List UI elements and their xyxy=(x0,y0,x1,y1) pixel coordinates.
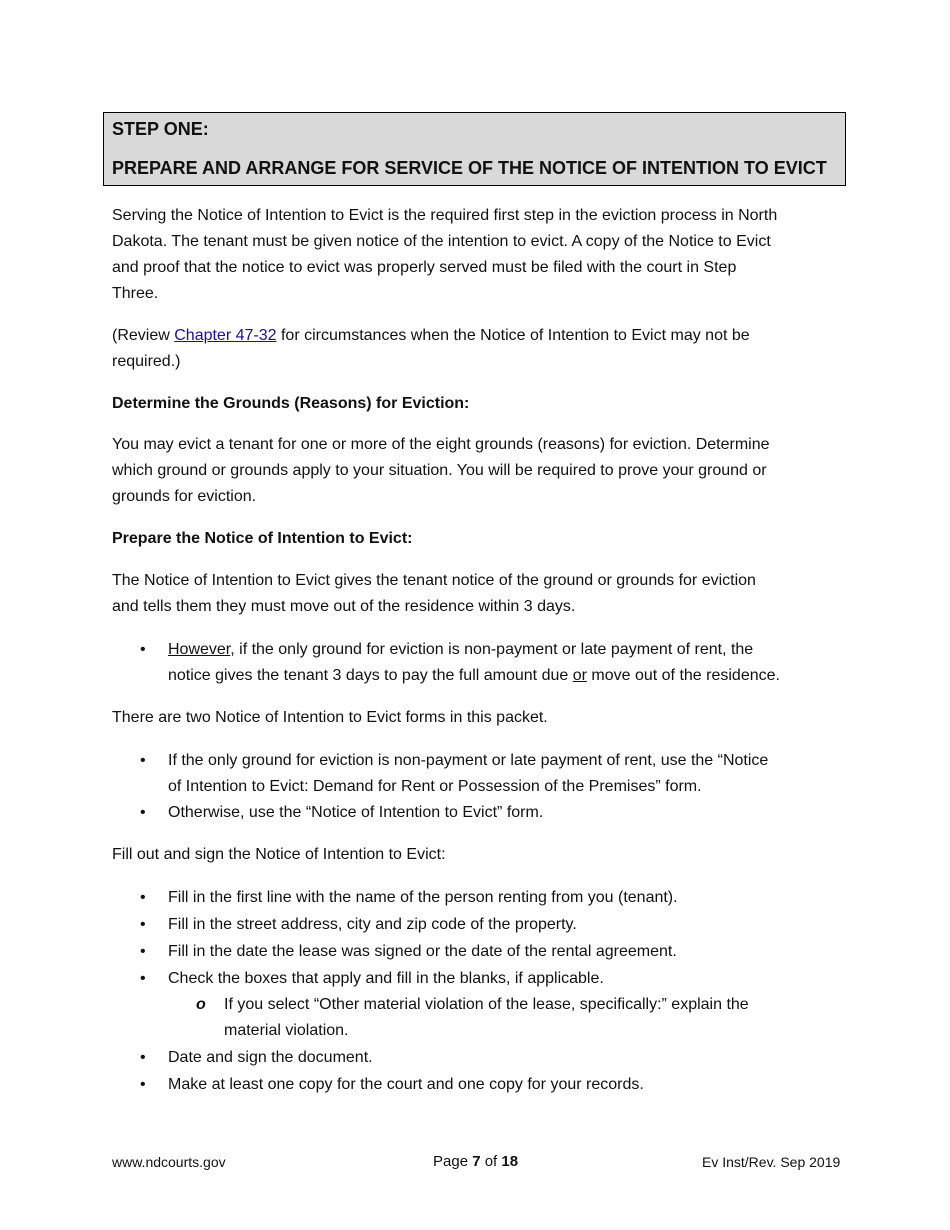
review-line-2: required.) xyxy=(112,353,181,370)
fill-bullet-5-text: Date and sign the document. xyxy=(168,1049,373,1066)
grounds-line-2: which ground or grounds apply to your situation. You will be required to prove your ground or xyxy=(112,462,767,479)
review-prefix: (Review xyxy=(112,327,175,344)
prepare-line-1: The Notice of Intention to Evict gives the tenant notice of the ground or grounds for eviction xyxy=(112,572,756,589)
bullet-marker: • xyxy=(140,943,146,960)
step-header-box xyxy=(103,112,846,186)
fill-sub-bullet-line-1: If you select “Other material violation of the lease, specifically:” explain the xyxy=(224,996,749,1013)
footer-revision: Ev Inst/Rev. Sep 2019 xyxy=(702,1154,841,1170)
bullet-marker: • xyxy=(140,1049,146,1066)
step-label: STEP ONE: xyxy=(112,119,209,139)
bullet-marker: • xyxy=(140,916,146,933)
intro-line-4: Three. xyxy=(112,285,159,302)
fill-intro: Fill out and sign the Notice of Intention to Evict: xyxy=(112,846,446,863)
fill-bullet-2-text: Fill in the street address, city and zip code of the property. xyxy=(168,916,577,933)
intro-line-3: and proof that the notice to evict was properly served must be filed with the court in Step xyxy=(112,259,737,276)
bullet-marker: • xyxy=(140,641,146,658)
bullet-marker: • xyxy=(140,752,146,769)
grounds-line-3: grounds for eviction. xyxy=(112,488,257,505)
grounds-heading: Determine the Grounds (Reasons) for Eviction: xyxy=(112,395,470,412)
or-word: or xyxy=(572,667,587,684)
fill-bullet-3-text: Fill in the date the lease was signed or the date of the rental agreement. xyxy=(168,943,677,960)
forms-intro: There are two Notice of Intention to Evict forms in this packet. xyxy=(112,709,548,726)
page-current: 7 xyxy=(472,1153,481,1170)
review-suffix: for circumstances when the Notice of Intention to Evict may not be xyxy=(276,327,750,344)
prepare-paragraph xyxy=(112,568,842,620)
however-line-2b: move out of the residence. xyxy=(586,667,780,684)
however-line-2a: notice gives the tenant 3 days to pay the full amount due xyxy=(168,667,573,684)
page-total: 18 xyxy=(501,1153,519,1170)
chapter-47-32-link[interactable]: Chapter 47-32 xyxy=(174,327,277,344)
however-word: However xyxy=(168,641,231,658)
fill-bullet-1-text: Fill in the first line with the name of the person renting from you (tenant). xyxy=(168,889,678,906)
bullet-marker: • xyxy=(140,889,146,906)
review-paragraph xyxy=(112,323,842,375)
fill-bullet-4-text: Check the boxes that apply and fill in the blanks, if applicable. xyxy=(168,970,604,987)
forms-bullet-1-line-2: of Intention to Evict: Demand for Rent or Possession of the Premises” form. xyxy=(168,778,702,795)
page-of: of xyxy=(480,1153,502,1170)
sub-bullet-marker: o xyxy=(196,996,206,1013)
prepare-line-2: and tells them they must move out of the residence within 3 days. xyxy=(112,598,576,615)
forms-bullet-1-line-1: If the only ground for eviction is non-payment or late payment of rent, use the “Notice xyxy=(168,752,769,769)
intro-line-1: Serving the Notice of Intention to Evict is the required first step in the eviction process in North xyxy=(112,207,778,224)
intro-paragraph xyxy=(112,203,842,307)
fill-bullet-6-text: Make at least one copy for the court and one copy for your records. xyxy=(168,1076,644,1093)
bullet-marker: • xyxy=(140,804,146,821)
bullet-marker: • xyxy=(140,1076,146,1093)
intro-line-2: Dakota. The tenant must be given notice of the intention to evict. A copy of the Notice to Evict xyxy=(112,233,771,250)
forms-bullet-2-text: Otherwise, use the “Notice of Intention to Evict” form. xyxy=(168,804,544,821)
prepare-heading: Prepare the Notice of Intention to Evict: xyxy=(112,530,413,547)
fill-sub-bullet-line-2: material violation. xyxy=(224,1022,349,1039)
however-rest: , if the only ground for eviction is non-payment or late payment of rent, the xyxy=(230,641,754,658)
grounds-paragraph xyxy=(112,432,842,510)
grounds-line-1: You may evict a tenant for one or more of the eight grounds (reasons) for eviction. Determine xyxy=(112,436,770,453)
page-label: Page xyxy=(433,1153,473,1170)
bullet-marker: • xyxy=(140,970,146,987)
footer-page-number xyxy=(433,1152,518,1172)
footer-website: www.ndcourts.gov xyxy=(112,1154,226,1170)
step-title: PREPARE AND ARRANGE FOR SERVICE OF THE NOTICE OF INTENTION TO EVICT xyxy=(112,158,827,178)
